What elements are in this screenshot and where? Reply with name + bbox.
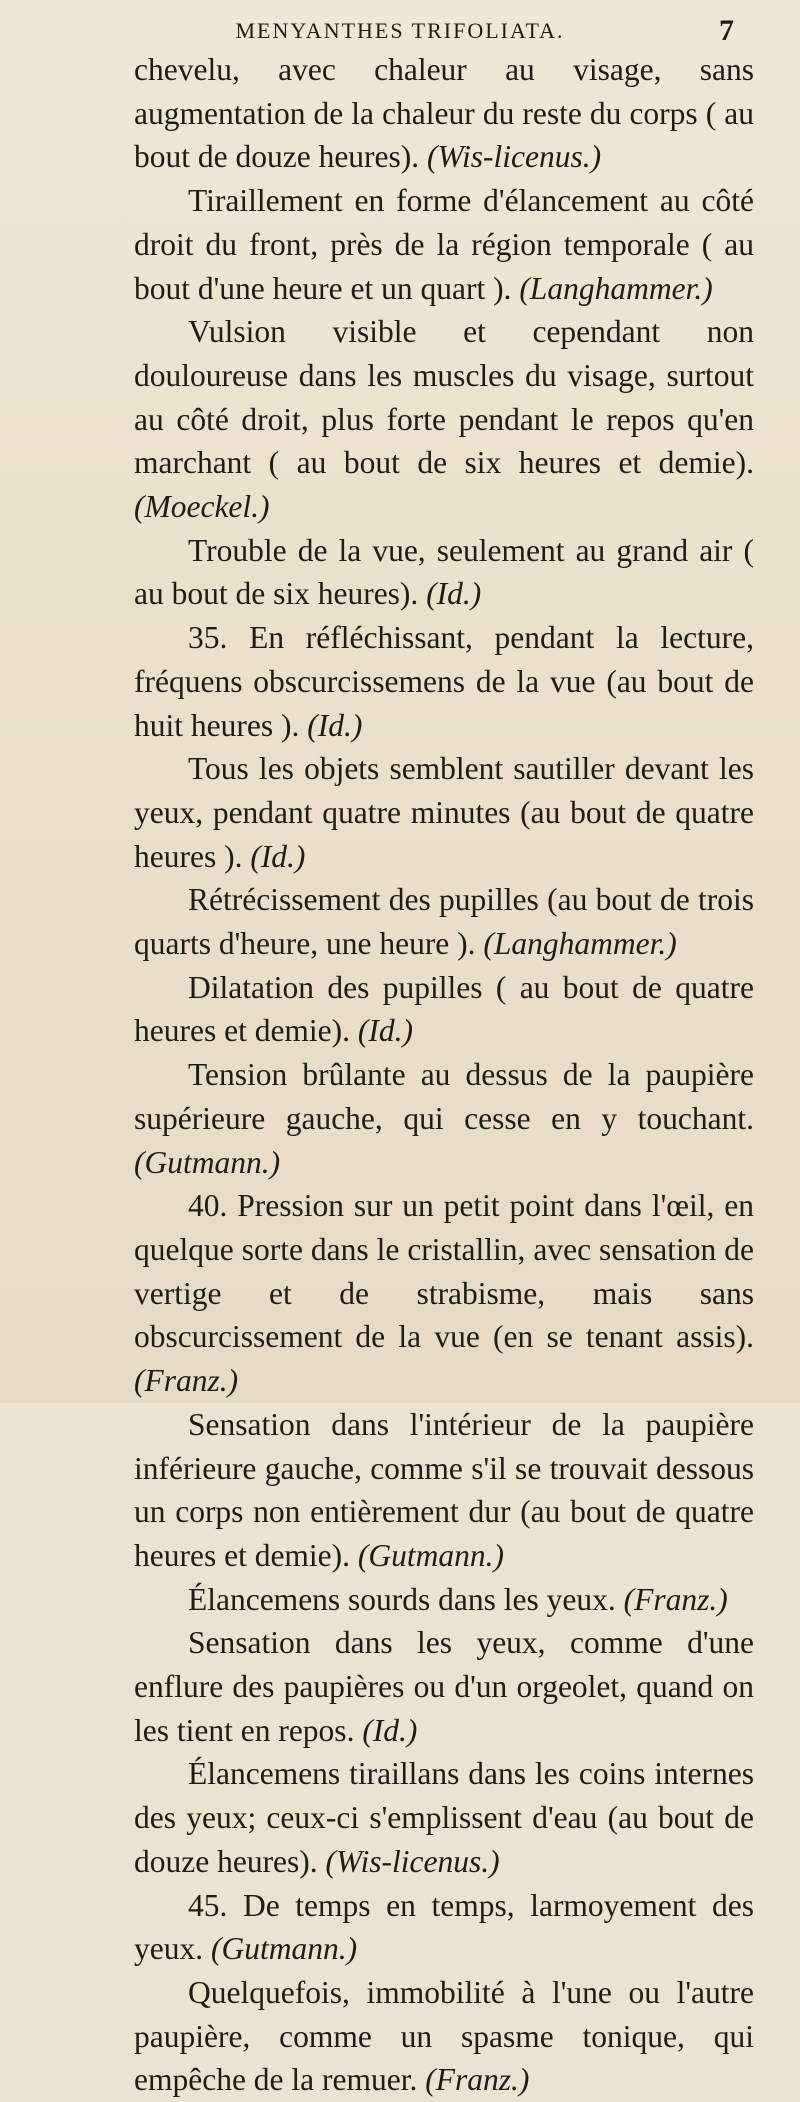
source-citation: (Langhammer.) xyxy=(519,270,713,306)
source-citation: (Id.) xyxy=(426,576,482,612)
paragraph xyxy=(134,1752,754,1883)
source-citation: (Franz.) xyxy=(425,2062,530,2098)
paragraph-text: Rétrécissement des pupilles (au bout de trois quarts d'heure, une heure ). xyxy=(134,882,754,962)
source-citation: (Franz.) xyxy=(623,1581,728,1617)
source-citation: (Gutmann.) xyxy=(210,1931,358,1967)
paragraph-text: Tiraillement en forme d'élancement au côté droit du front, près de la région temporale ( au bout d'une heure et un quart ). xyxy=(134,183,754,306)
paragraph-text: 40. Pression sur un petit point dans l'œil, en quelque sorte dans le cristallin, avec sensation de vertige et de strabisme, mais sans obscurcissement de la vue (en se tenant assis). xyxy=(134,1188,754,1355)
page-header xyxy=(0,14,800,50)
paragraph-text: Trouble de la vue, seulement au grand air ( au bout de six heures). xyxy=(134,532,754,612)
paragraph xyxy=(134,48,754,179)
paragraph-text: Sensation dans les yeux, comme d'une enflure des paupières ou d'un orgeolet, quand on les tient en repos. xyxy=(134,1625,754,1748)
paragraph-text: Dilatation des pupilles ( au bout de quatre heures et demie). xyxy=(134,969,754,1049)
source-citation: (Wis-licenus.) xyxy=(427,139,602,175)
paragraph xyxy=(134,966,754,1053)
paragraph-text: Élancemens tiraillans dans les coins internes des yeux; ceux-ci s'emplissent d'eau (au bout de douze heures). xyxy=(134,1756,754,1879)
page-number: 7 xyxy=(719,14,734,47)
paragraph xyxy=(134,1184,754,1403)
source-citation: (Id.) xyxy=(357,1013,414,1049)
source-citation: (Id.) xyxy=(362,1712,418,1748)
paragraph xyxy=(134,1053,754,1184)
paragraph xyxy=(134,747,754,878)
paragraph-text: 35. En réfléchissant, pendant la lecture, fréquens obscurcissemens de la vue (au bout de huit heures ). xyxy=(134,620,754,743)
running-title: MENYANTHES TRIFOLIATA. xyxy=(235,18,565,43)
paragraph-text: Vulsion visible et cependant non douloureuse dans les muscles du visage, surtout au côté droit, plus forte pendant le repos qu'en marchant ( au bout de six heures et demie). xyxy=(134,314,754,481)
paragraph-text: Tension brûlante au dessus de la paupière supérieure gauche, qui cesse en y touchant. xyxy=(134,1057,754,1136)
paragraph-text: 45. De temps en temps, larmoyement des yeux. xyxy=(134,1887,754,1967)
paragraph xyxy=(134,1884,754,1971)
paragraph-text: Tous les objets semblent sautiller devant les yeux, pendant quatre minutes (au bout de quatre heures ). xyxy=(134,751,754,874)
source-citation: (Moeckel.) xyxy=(134,489,270,525)
paragraph xyxy=(134,179,754,310)
source-citation: (Langhammer.) xyxy=(483,926,677,962)
source-citation: (Id.) xyxy=(307,707,363,743)
paragraph-text: chevelu, avec chaleur au visage, sans augmentation de la chaleur du reste du corps ( au bout de douze heures). xyxy=(134,52,754,175)
source-citation: (Gutmann.) xyxy=(134,1144,281,1180)
paragraph-text: Sensation dans l'intérieur de la paupière inférieure gauche, comme s'il se trouvait dessous un corps non entièrement dur (au bout de quatre heures et demie). xyxy=(134,1406,754,1573)
paragraph xyxy=(134,1403,754,1578)
source-citation: (Id.) xyxy=(250,838,306,874)
paragraph-text: Quelquefois, immobilité à l'une ou l'autre paupière, comme un spasme tonique, qui empêche de la remuer. xyxy=(134,1974,754,2098)
body-text xyxy=(134,48,754,2102)
paragraph xyxy=(134,529,754,616)
paragraph xyxy=(134,1578,754,1622)
paragraph xyxy=(134,310,754,529)
paragraph xyxy=(134,1971,754,2102)
paragraph xyxy=(134,1621,754,1752)
source-citation: (Wis-licenus.) xyxy=(325,1843,500,1879)
paragraph xyxy=(134,878,754,965)
paragraph xyxy=(134,616,754,747)
source-citation: (Gutmann.) xyxy=(357,1537,505,1573)
source-citation: (Franz.) xyxy=(134,1363,239,1399)
paragraph-text: Élancemens sourds dans les yeux. xyxy=(188,1581,624,1617)
